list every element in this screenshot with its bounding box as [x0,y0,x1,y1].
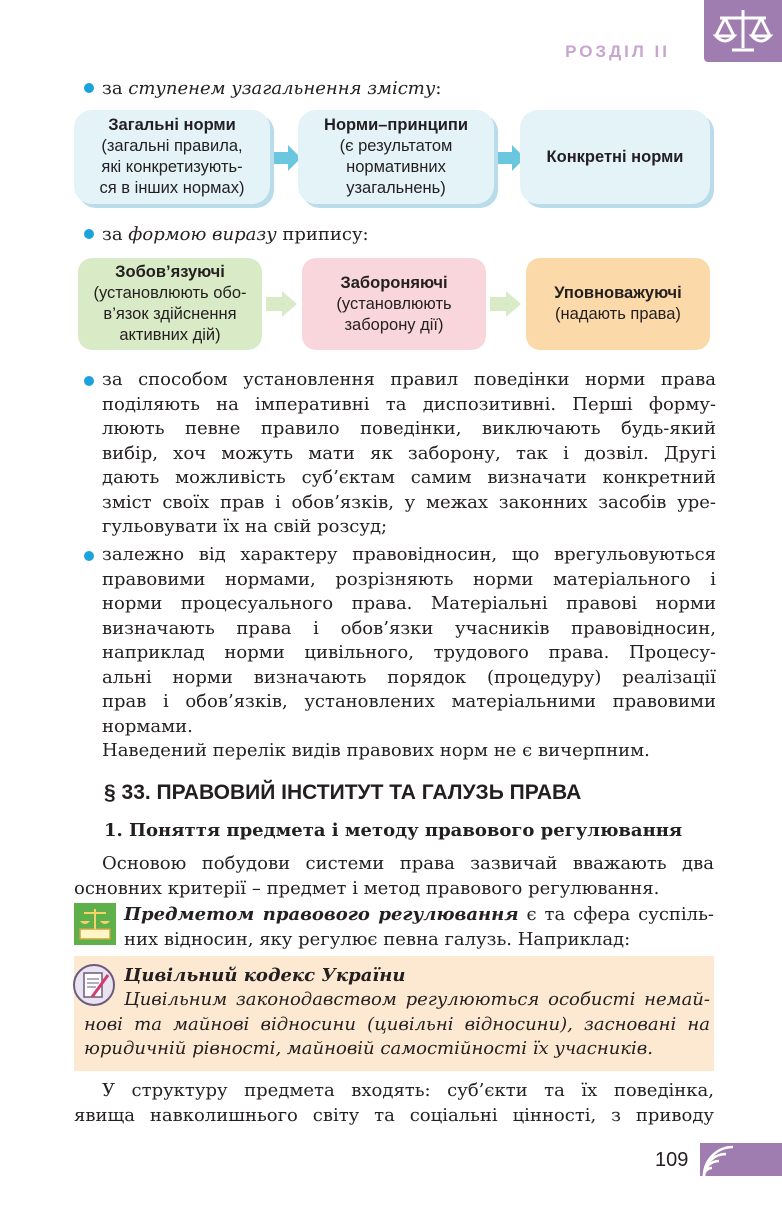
box-obligating: Зобов’язуючі (установлюють обо- в’язок здійснення активних дій) [78,258,262,350]
arrow-right-icon [490,291,522,317]
bullet-dot [84,83,94,93]
scales-tab [704,0,782,62]
bullet-italic: ступенем узагальнення змісту [128,78,436,99]
final-paragraph: У структуру предмета входять: суб’єкти та їх поведінка, явища навколишнього світу та соціальні цінності, з приводу [74,1080,714,1126]
waves-icon [700,1143,782,1176]
intro-paragraph: Основою побудови системи права зазвичай вважають два основних критерії – предмет і метод правового регулювання. [74,853,714,899]
bullet-form: за формою виразу припису: [84,223,369,247]
box-specific-norms: Конкретні норми [520,110,710,204]
closing-line: Наведений перелік видів правових норм не є вичерпним. [102,740,650,761]
bullet-dot [84,551,94,561]
bullet-italic: формою виразу [128,224,277,245]
scales-icon [712,6,774,56]
page-number: 109 [655,1149,689,1171]
definition-term: Предметом правового регулювання [124,904,519,925]
list-item-imperative-dispositive: за способом установлення правил поведінки норми права поділяють на імперативні та диспозитивні. Перші форму- люють певне правило поведінки, виключають будь-який вибір, хоч можуть мати як заборону, так і дозвіл. Другі дають можливість суб’єктам самим визначати конкретний зміст своїх прав і обов’язків, у межах законних засобів уре- гульовувати їх на свій розсуд; [84,368,716,540]
box-prohibiting: Забороняючі (установлюють заборону дії) [302,258,486,350]
definition-paragraph: Предметом правового регулювання є та сфера суспіль- них відносин, яку регулює певна галузь. Наприклад: [124,904,714,950]
section-heading: § 33. ПРАВОВИЙ ІНСТИТУТ ТА ГАЛУЗЬ ПРАВА [104,781,582,804]
box-empowering: Уповноважуючі (надають права) [526,258,710,350]
bullet-dot [84,229,94,239]
bullet-generalization: за ступенем узагальнення змісту: [84,77,441,101]
corner-tab [700,1143,782,1176]
quote-text: Цивільним законодавством регулюються особисті немай- нові та майнові відносини (цивільні відносини), засновані на юридичній рівності, майновій самостійності їх учасників. [84,989,710,1059]
list-item-material-procedural: залежно від характеру правовідносин, що врегульовуються правовими нормами, розрізняють норми матеріального і норми процесуального права. Матеріальні правові норми визначають права і обов’язки учасників правовідносин, наприклад норми цивільного, трудового права. Процесу- альні норми визначають порядок (процедуру) реалізації прав і обов’язків, установлених матеріальними правовими нормами. Наведений перелік видів правових норм не є вичерпним. [84,543,716,764]
subheading: 1. Поняття предмета і методу правового регулювання [104,820,683,841]
law-book-icon [74,903,116,945]
bullet-dot [84,376,94,386]
section-label: РОЗДІЛ ІІ [565,42,670,61]
box-general-norms: Загальні норми (загальні правила, які конкретизують- ся в інших нормах) [74,110,270,204]
quote-title: Цивільний кодекс України [124,965,406,986]
arrow-right-icon [266,291,298,317]
box-principle-norms: Норми–принципи (є результатом нормативних узагальнень) [298,110,494,204]
